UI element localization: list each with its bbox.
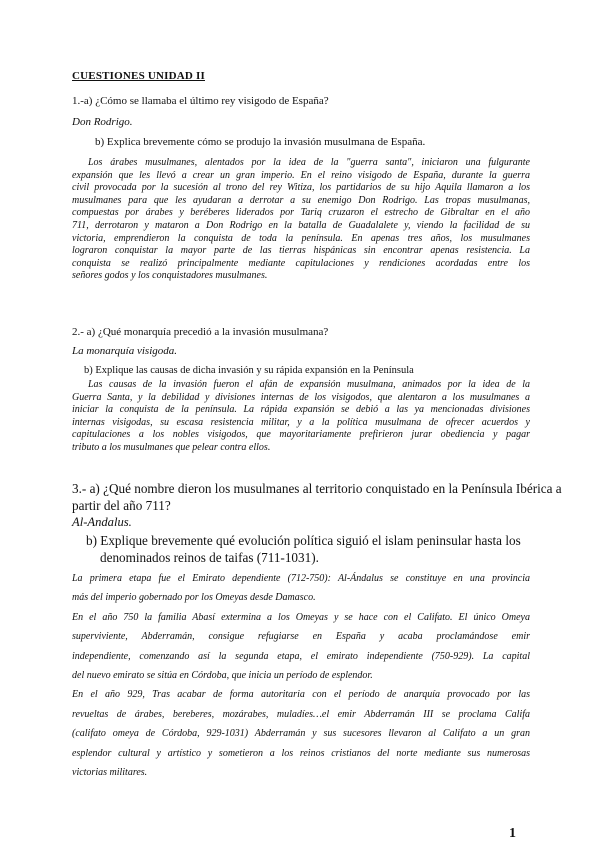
- page-title: CUESTIONES UNIDAD II: [72, 70, 205, 82]
- question-line: denominados reinos de taifas (711-1031).: [100, 550, 319, 565]
- paragraph-line: Guerra Santa, y la debilidad y divisiones internas de los visigodos, que alentaron a los musulmanes a: [72, 391, 530, 403]
- paragraph-line: internas visigodas, su escasa resistencia militar, y a la política musulmana de ofrecer acuerdos y: [72, 416, 530, 428]
- paragraph-line: iniciar la conquista de la península. La rápida expansión se debió a las ya mencionadas divisiones: [72, 404, 530, 416]
- paragraph-line: más del imperio gobernado por los Omeyas desde Damasco.: [72, 592, 316, 604]
- paragraph-line: señores godos y los conquistadores musulmanes.: [72, 270, 268, 282]
- paragraph-line: tributo a los musulmanes que pelear contra ellos.: [72, 441, 271, 453]
- paragraph-line: conquista se realizó principalmente mediante capitulaciones y rendiciones acordadas entre los: [72, 257, 530, 269]
- question-line: 3.- a) ¿Qué nombre dieron los musulmanes al territorio conquistado en la Península Ibérica a: [72, 481, 562, 496]
- question-3a: [72, 480, 562, 514]
- paragraph-line: La primera etapa fue el Emirato dependiente (712-750): Al-Ándalus se constituye en una provincia: [72, 573, 530, 584]
- answer-3b: [72, 569, 530, 782]
- answer-2b: [72, 379, 530, 455]
- paragraph-line: lograron conquistar la mayor parte de las tierras hispánicas sin encontrar apenas resistencia. La: [72, 245, 530, 257]
- paragraph-line: Las causas de la invasión fueron el afán de expansión musulmana, animados por la idea de la: [88, 379, 530, 390]
- paragraph-line: Los árabes musulmanes, alentados por la idea de la "guerra santa", iniciaron una fulgurante: [88, 157, 530, 168]
- paragraph-line: esplendor cultural y artístico y sometieron a los reinos cristianos del norte mediante sus numerosas: [72, 747, 530, 759]
- paragraph-line: victorias militares.: [72, 767, 148, 779]
- paragraph-line: (califato omeya de Córdoba, 929-1031) Abderramán y sus sucesores llevaron al Califato a un gran: [72, 728, 530, 740]
- paragraph-line: musulmanes para que les ayudaran a derrotar a su enemigo Don Rodrigo. Las tropas musulmanas,: [72, 194, 530, 206]
- paragraph-line: En el año 929, Tras acabar de forma autoritaria con el período de anarquía provocado por las: [72, 689, 530, 701]
- question-line: partir del año 711?: [72, 498, 171, 513]
- answer-1b: [72, 157, 530, 283]
- paragraph-line: revueltas de árabes, bereberes, mozárabes, muladíes…el emir Abderramán III se proclama Califa: [72, 708, 530, 720]
- paragraph-line: superviviente, Abderramán, consigue refugiarse en España y acaba proclamándose emir: [72, 631, 530, 643]
- question-line: b) Explique brevemente qué evolución política siguió el islam peninsular hasta los: [86, 533, 521, 548]
- paragraph-line: expansión que les llevó a crear un gran imperio. En el reino visigodo de España, durante la guerra: [72, 169, 530, 181]
- question-1a: 1.-a) ¿Cómo se llamaba el último rey visigodo de España?: [72, 95, 329, 107]
- paragraph-line: 711, derrotaron y mataron a Don Rodrigo en la batalla de Guadalalete y, viendo la facilidad de su: [72, 219, 530, 231]
- answer-1a: Don Rodrigo.: [72, 116, 133, 128]
- paragraph-line: capitulaciones a los nobles visigodos, que mayoritariamente prefirieron jurar obediencia y pagar: [72, 429, 530, 441]
- paragraph-line: victoria, emprendieron la conquista de toda la península. En apenas tres años, los musulmanes: [72, 232, 530, 244]
- question-3b: [86, 532, 532, 566]
- page-number: 1: [509, 826, 516, 841]
- paragraph-line: compuestas por árabes y beréberes liderados por Tariq cruzaron el estrecho de Gibraltar en el año: [72, 207, 530, 219]
- question-2b: b) Explique las causas de dicha invasión y su rápida expansión en la Península: [84, 365, 414, 376]
- paragraph-line: En el año 750 la familia Abasí extermina a los Omeyas y se hace con el Califato. El único Omeya: [72, 611, 530, 623]
- answer-2a: La monarquía visigoda.: [72, 345, 178, 357]
- question-2a: 2.- a) ¿Qué monarquía precedió a la invasión musulmana?: [72, 326, 329, 338]
- answer-3a: Al-Andalus.: [72, 515, 132, 529]
- paragraph-line: civil provocada por la sucesión al trono del rey Witiza, los partidarios de su hijo Aquila llamaron a los: [72, 182, 530, 194]
- paragraph-line: del nuevo emirato se sitúa en Córdoba, que inicia un período de esplendor.: [72, 670, 373, 682]
- question-1b: b) Explica brevemente cómo se produjo la invasión musulmana de España.: [95, 136, 426, 148]
- paragraph-line: independiente, comenzando así la segunda etapa, el emirato independiente (750-929). La capital: [72, 650, 530, 662]
